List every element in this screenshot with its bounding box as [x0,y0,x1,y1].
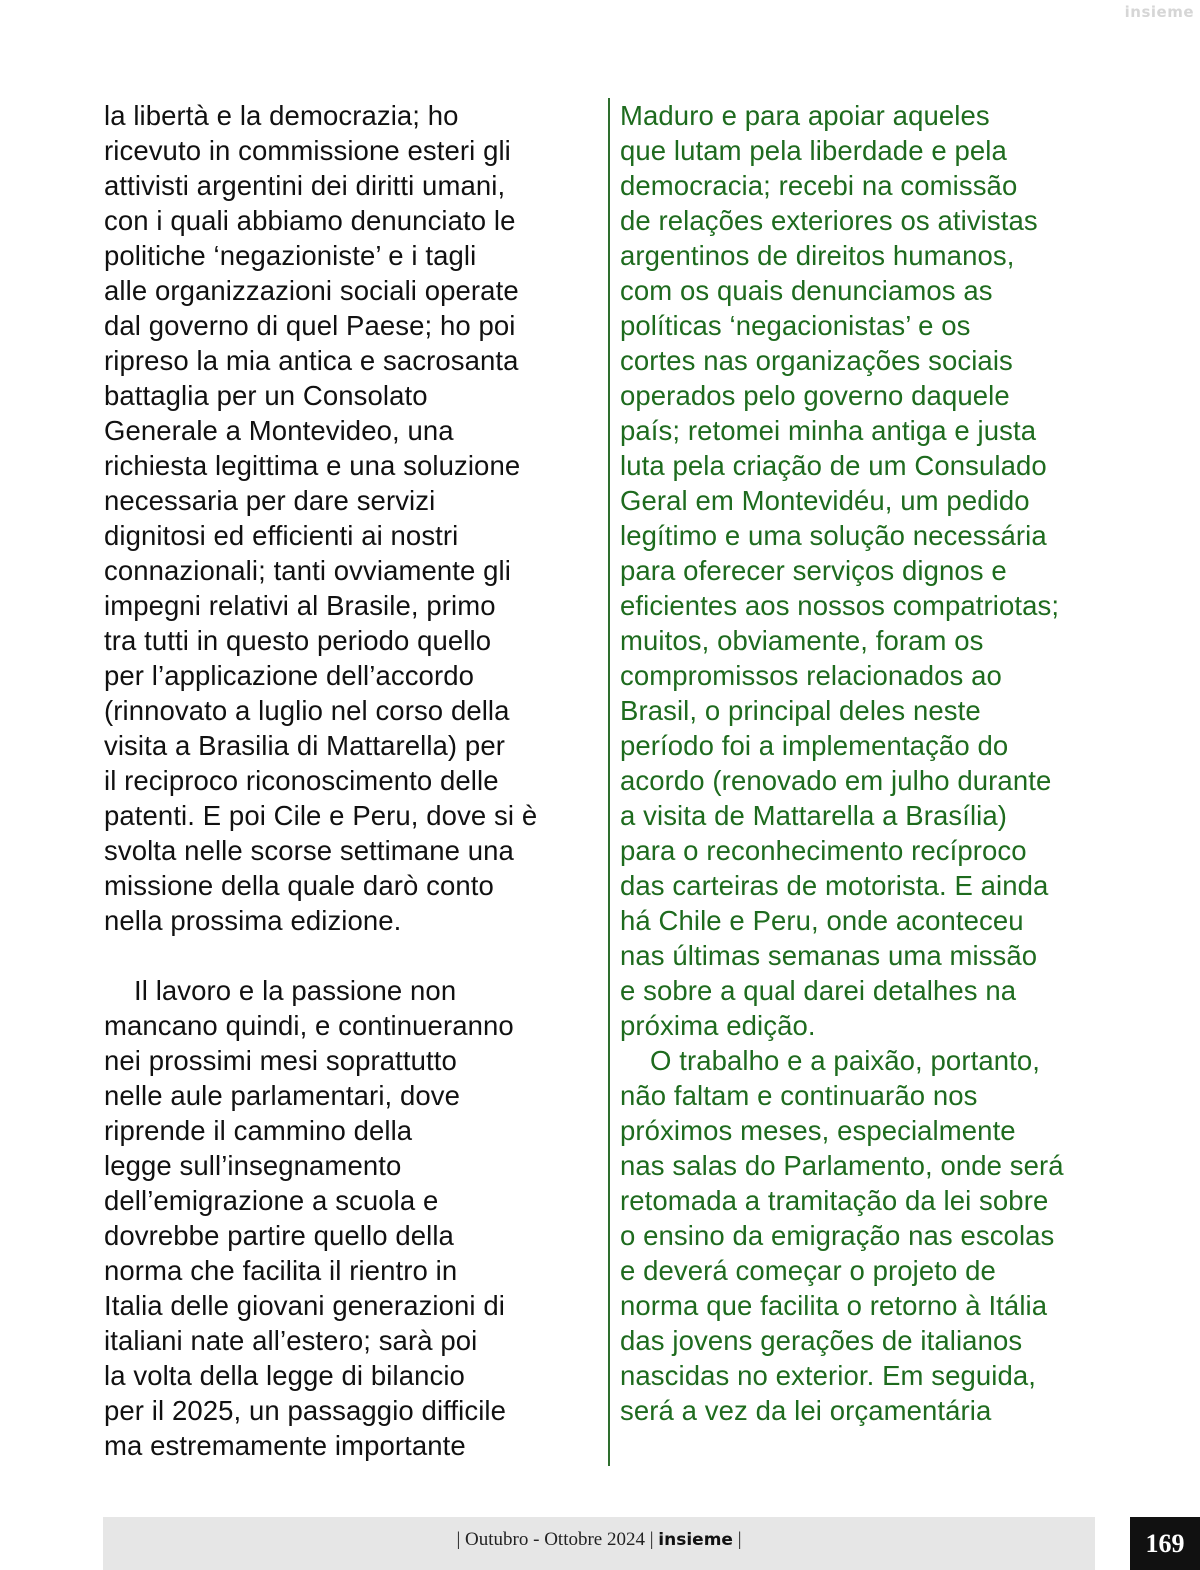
italian-text-line: con i quali abbiamo denunciato le [104,205,516,236]
portuguese-text-line: o ensino da emigração nas escolas [620,1220,1055,1251]
portuguese-text-line: país; retomei minha antiga e justa [620,415,1037,446]
portuguese-text-line: Maduro e para apoiar aqueles [620,100,990,131]
portuguese-text-line: e deverá começar o projeto de [620,1255,996,1286]
italian-text-line: Italia delle giovani generazioni di [104,1290,505,1321]
italian-text-line: (rinnovato a luglio nel corso della [104,695,510,726]
italian-text-line: battaglia per un Consolato [104,380,428,411]
italian-text-line: connazionali; tanti ovviamente gli [104,555,511,586]
portuguese-text-line: luta pela criação de um Consulado [620,450,1047,481]
italian-text-line: nei prossimi mesi soprattutto [104,1045,457,1076]
portuguese-text-line: muitos, obviamente, foram os [620,625,984,656]
portuguese-text-line: período foi a implementação do [620,730,1009,761]
portuguese-text-line: será a vez da lei orçamentária [620,1395,992,1426]
italian-text-line: Generale a Montevideo, una [104,415,454,446]
portuguese-text-line: norma que facilita o retorno à Itália [620,1290,1048,1321]
italian-column [104,98,594,1463]
portuguese-text-line: nascidas no exterior. Em seguida, [620,1360,1037,1391]
footer-date: | Outubro - Ottobre 2024 | [456,1529,654,1550]
portuguese-text-line: eficientes aos nossos compatriotas; [620,590,1060,621]
italian-text-line: dell’emigrazione a scuola e [104,1185,439,1216]
italian-text-line: per il 2025, un passaggio difficile [104,1395,507,1426]
portuguese-text-line: Brasil, o principal deles neste [620,695,981,726]
portuguese-text-line: e sobre a qual darei detalhes na [620,975,1017,1006]
portuguese-text-line: com os quais denunciamos as [620,275,993,306]
italian-text-line: Il lavoro e la passione non [134,975,457,1006]
portuguese-text-line: compromissos relacionados ao [620,660,1002,691]
footer-text [103,1529,1095,1551]
italian-text-line: riprende il cammino della [104,1115,413,1146]
italian-text-line: impegni relativi al Brasile, primo [104,590,496,621]
portuguese-text-line: para o reconhecimento recíproco [620,835,1027,866]
portuguese-text-line: das jovens gerações de italianos [620,1325,1023,1356]
column-divider [608,98,610,1466]
italian-text-line: alle organizzazioni sociali operate [104,275,519,306]
italian-text-line: legge sull’insegnamento [104,1150,402,1181]
italian-text-line: richiesta legittima e una soluzione [104,450,521,481]
portuguese-column [620,98,1100,1428]
italian-text-line: politiche ‘negazioniste’ e i tagli [104,240,477,271]
italian-text-line: ricevuto in commissione esteri gli [104,135,511,166]
paragraph-gap [104,938,594,973]
masthead-logo: insieme [1124,3,1194,21]
italian-text-line: norma che facilita il rientro in [104,1255,458,1286]
portuguese-text-line: nas últimas semanas uma missão [620,940,1038,971]
portuguese-text-line: democracia; recebi na comissão [620,170,1018,201]
portuguese-text-line: não faltam e continuarão nos [620,1080,978,1111]
footer-brand-logo: insieme [658,1530,733,1550]
italian-text-line: nella prossima edizione. [104,905,402,936]
portuguese-text-line: nas salas do Parlamento, onde será [620,1150,1064,1181]
portuguese-text-line: Geral em Montevidéu, um pedido [620,485,1030,516]
portuguese-text-line: legítimo e uma solução necessária [620,520,1047,551]
italian-text-line: mancano quindi, e continueranno [104,1010,514,1041]
italian-text-line: tra tutti in questo periodo quello [104,625,492,656]
italian-text-line: nelle aule parlamentari, dove [104,1080,461,1111]
italian-text-line: visita a Brasilia di Mattarella) per [104,730,505,761]
portuguese-text-line: argentinos de direitos humanos, [620,240,1015,271]
portuguese-text-line: O trabalho e a paixão, portanto, [650,1045,1040,1076]
portuguese-text-line: a visita de Mattarella a Brasília) [620,800,1008,831]
portuguese-text-line: há Chile e Peru, onde aconteceu [620,905,1024,936]
italian-text-line: patenti. E poi Cile e Peru, dove si è [104,800,538,831]
portuguese-text-line: acordo (renovado em julho durante [620,765,1052,796]
portuguese-text-line: próximos meses, especialmente [620,1115,1016,1146]
portuguese-text-line: que lutam pela liberdade e pela [620,135,1007,166]
italian-text-line: svolta nelle scorse settimane una [104,835,514,866]
italian-text-line: per l’applicazione dell’accordo [104,660,474,691]
page-number: 169 [1130,1517,1200,1570]
italian-text-line: dovrebbe partire quello della [104,1220,454,1251]
portuguese-text-line: das carteiras de motorista. E ainda [620,870,1049,901]
portuguese-text-line: de relações exteriores os ativistas [620,205,1038,236]
portuguese-text-line: operados pelo governo daquele [620,380,1010,411]
italian-text-line: la libertà e la democrazia; ho [104,100,459,131]
portuguese-text-line: políticas ‘negacionistas’ e os [620,310,971,341]
italian-text-line: ma estremamente importante [104,1430,466,1461]
portuguese-text-line: retomada a tramitação da lei sobre [620,1185,1049,1216]
italian-text-line: dignitosi ed efficienti ai nostri [104,520,459,551]
footer-bar [103,1517,1095,1570]
portuguese-text-line: para oferecer serviços dignos e [620,555,1007,586]
italian-text-line: il reciproco riconoscimento delle [104,765,499,796]
italian-text-line: missione della quale darò conto [104,870,494,901]
italian-text-line: ripreso la mia antica e sacrosanta [104,345,519,376]
italian-text-line: la volta della legge di bilancio [104,1360,465,1391]
portuguese-text-line: cortes nas organizações sociais [620,345,1013,376]
footer-separator: | [737,1529,742,1550]
italian-text-line: attivisti argentini dei diritti umani, [104,170,506,201]
italian-text-line: necessaria per dare servizi [104,485,436,516]
italian-text-line: italiani nate all’estero; sarà poi [104,1325,478,1356]
portuguese-text-line: próxima edição. [620,1010,816,1041]
italian-text-line: dal governo di quel Paese; ho poi [104,310,516,341]
